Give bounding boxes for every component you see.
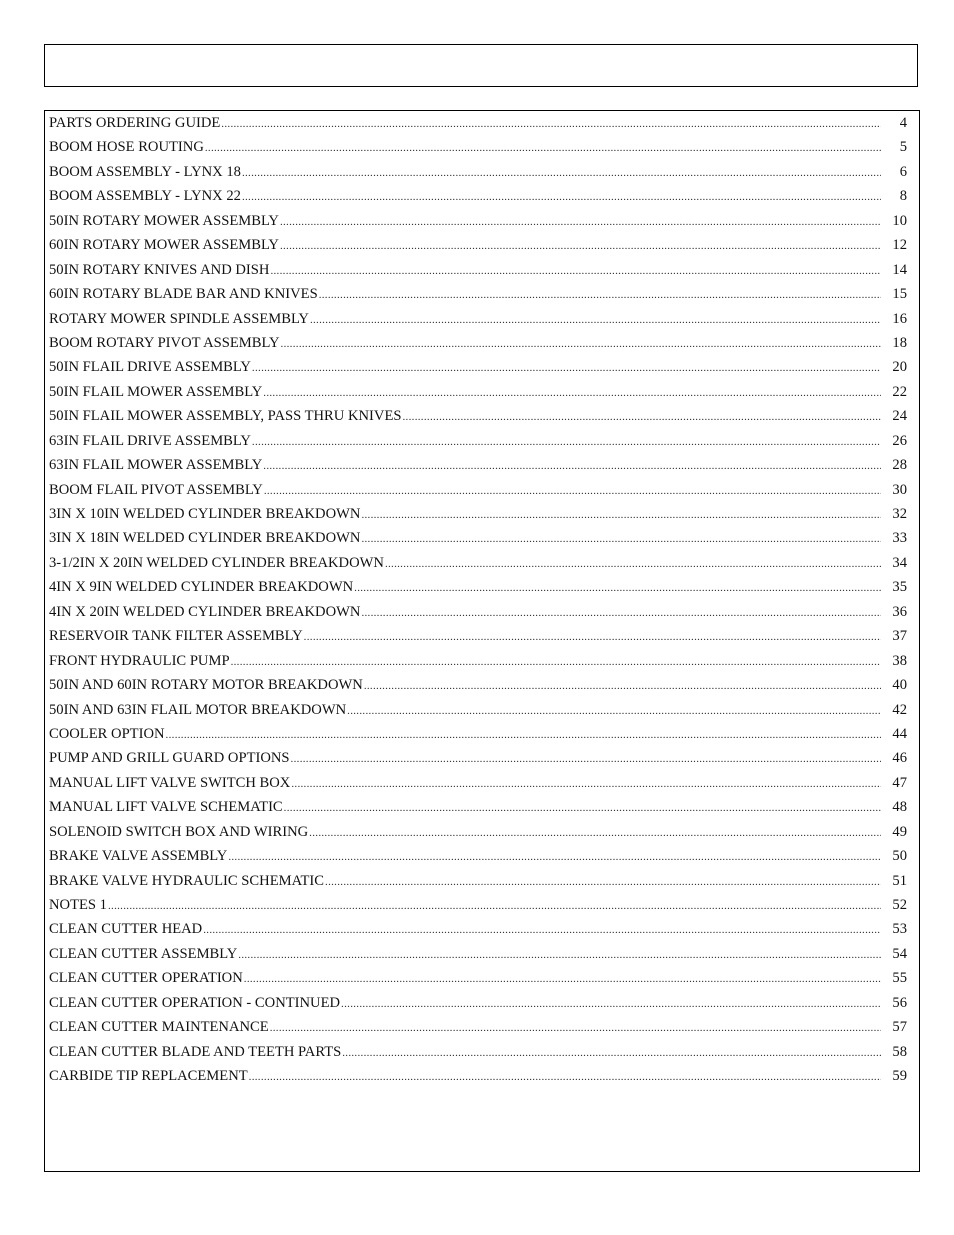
toc-entry[interactable] (49, 871, 907, 895)
toc-dot-leader (108, 896, 881, 916)
toc-entry-page[interactable]: 8 (899, 188, 907, 205)
toc-entry[interactable] (49, 211, 907, 235)
toc-entry-page[interactable]: 15 (892, 286, 907, 303)
toc-entry[interactable] (49, 284, 907, 308)
toc-entry-title[interactable]: PUMP AND GRILL GUARD OPTIONS (49, 750, 290, 767)
toc-dot-leader (221, 114, 881, 134)
toc-entry[interactable] (49, 577, 907, 601)
toc-dot-leader (304, 627, 881, 647)
toc-entry-title[interactable]: CLEAN CUTTER HEAD (49, 921, 203, 938)
toc-entry-title[interactable]: CLEAN CUTTER BLADE AND TEETH PARTS (49, 1043, 342, 1060)
toc-entry[interactable] (49, 919, 907, 943)
toc-entry-title[interactable]: BOOM ASSEMBLY - LYNX 22 (49, 188, 241, 205)
toc-entry-title[interactable]: FRONT HYDRAULIC PUMP (49, 652, 230, 669)
toc-entry-title[interactable]: SOLENOID SWITCH BOX AND WIRING (49, 823, 309, 840)
toc-entry-page[interactable]: 38 (892, 652, 907, 669)
toc-dot-leader (291, 774, 881, 794)
toc-entry-title[interactable]: 4IN X 9IN WELDED CYLINDER BREAKDOWN (49, 579, 354, 596)
toc-entry[interactable] (49, 480, 907, 504)
toc-dot-leader (385, 554, 881, 574)
toc-dot-leader (205, 138, 881, 158)
toc-entry[interactable] (49, 993, 907, 1017)
toc-dot-leader (341, 994, 881, 1014)
toc-entry-title[interactable]: CLEAN CUTTER OPERATION (49, 970, 243, 987)
toc-entry[interactable] (49, 186, 907, 210)
toc-entry[interactable] (49, 700, 907, 724)
toc-entry-page[interactable]: 57 (892, 1019, 907, 1036)
toc-entry-title[interactable]: CLEAN CUTTER ASSEMBLY (49, 945, 238, 962)
toc-entry[interactable] (49, 944, 907, 968)
toc-entry-page[interactable]: 30 (892, 481, 907, 498)
toc-dot-leader (270, 261, 881, 281)
toc-entry[interactable] (49, 1066, 907, 1090)
toc-entry[interactable] (49, 137, 907, 161)
toc-entry-page[interactable]: 40 (892, 677, 907, 694)
toc-dot-leader (263, 383, 881, 403)
toc-entry-title[interactable]: MANUAL LIFT VALVE SCHEMATIC (49, 799, 283, 816)
toc-dot-leader (231, 652, 881, 672)
toc-dot-leader (361, 529, 881, 549)
toc-dot-leader (361, 505, 881, 525)
toc-entry[interactable] (49, 260, 907, 284)
toc-entry-title[interactable]: BOOM ASSEMBLY - LYNX 18 (49, 163, 241, 180)
toc-entry-page[interactable]: 6 (899, 163, 907, 180)
toc-entry-page[interactable]: 54 (892, 945, 907, 962)
toc-dot-leader (264, 481, 881, 501)
toc-entry[interactable] (49, 773, 907, 797)
toc-dot-leader (364, 676, 881, 696)
toc-dot-leader (244, 969, 881, 989)
toc-entry[interactable] (49, 895, 907, 919)
toc-entry-page[interactable]: 44 (892, 725, 907, 742)
toc-dot-leader (347, 701, 881, 721)
toc-dot-leader (403, 407, 882, 427)
toc-entry[interactable] (49, 724, 907, 748)
toc-dot-leader (203, 920, 881, 940)
toc-dot-leader (270, 1018, 881, 1038)
toc-entry-title[interactable]: MANUAL LIFT VALVE SWITCH BOX (49, 774, 291, 791)
toc-entry-title[interactable]: 50IN ROTARY KNIVES AND DISH (49, 261, 270, 278)
table-of-contents (44, 110, 920, 1172)
toc-dot-leader (284, 798, 881, 818)
toc-dot-leader (319, 285, 881, 305)
toc-entry-page[interactable]: 4 (899, 115, 907, 131)
toc-entry-title[interactable]: NOTES 1 (49, 897, 107, 913)
toc-entry[interactable] (49, 382, 907, 406)
toc-entry-page[interactable]: 10 (892, 212, 907, 229)
toc-entry[interactable] (49, 651, 907, 675)
toc-entry-page[interactable]: 49 (892, 823, 907, 840)
toc-entry-title[interactable]: 63IN FLAIL MOWER ASSEMBLY (49, 457, 263, 474)
toc-entry-title[interactable]: BOOM HOSE ROUTING (49, 139, 204, 156)
toc-entry-page[interactable]: 51 (892, 872, 907, 889)
toc-dot-leader (281, 334, 881, 354)
toc-entry-title[interactable]: RESERVOIR TANK FILTER ASSEMBLY (49, 628, 303, 645)
toc-entry-page[interactable]: 55 (892, 970, 907, 987)
toc-entry-title[interactable]: BRAKE VALVE HYDRAULIC SCHEMATIC (49, 872, 325, 889)
toc-entry[interactable] (49, 455, 907, 479)
toc-dot-leader (238, 945, 881, 965)
toc-entry-title[interactable]: 50IN FLAIL DRIVE ASSEMBLY (49, 359, 251, 376)
toc-entry-title[interactable]: 50IN AND 60IN ROTARY MOTOR BREAKDOWN (49, 677, 363, 694)
toc-entry-page[interactable]: 26 (892, 432, 907, 449)
toc-entry-page[interactable]: 46 (892, 750, 907, 767)
toc-dot-leader (361, 603, 881, 623)
toc-entry[interactable] (49, 357, 907, 381)
toc-entry-page[interactable]: 33 (892, 530, 907, 547)
toc-entry-title[interactable]: CLEAN CUTTER OPERATION - CONTINUED (49, 994, 341, 1011)
toc-entry-title[interactable]: 50IN FLAIL MOWER ASSEMBLY, PASS THRU KNIVES (49, 408, 402, 425)
toc-entry-page[interactable]: 24 (892, 408, 907, 425)
toc-dot-leader (242, 187, 881, 207)
toc-dot-leader (228, 847, 881, 867)
toc-entry-page[interactable]: 48 (892, 799, 907, 816)
toc-entry-title[interactable]: 4IN X 20IN WELDED CYLINDER BREAKDOWN (49, 603, 361, 620)
toc-entry-title[interactable]: 60IN ROTARY BLADE BAR AND KNIVES (49, 286, 318, 303)
toc-dot-leader (263, 456, 881, 476)
toc-entry-page[interactable]: 32 (892, 506, 907, 522)
toc-dot-leader (166, 725, 881, 745)
toc-dot-leader (309, 823, 881, 843)
toc-entry-page[interactable]: 18 (892, 334, 907, 351)
toc-entry[interactable] (49, 748, 907, 772)
toc-entry-title[interactable]: ROTARY MOWER SPINDLE ASSEMBLY (49, 310, 309, 327)
toc-entry-title[interactable]: 60IN ROTARY MOWER ASSEMBLY (49, 237, 279, 254)
toc-dot-leader (242, 163, 881, 183)
toc-entry[interactable] (49, 504, 907, 528)
toc-entry-page[interactable]: 5 (899, 139, 907, 156)
toc-entry[interactable] (49, 846, 907, 870)
toc-entry-page[interactable]: 22 (892, 383, 907, 400)
toc-entry[interactable] (49, 113, 907, 137)
toc-entry-page[interactable]: 53 (892, 921, 907, 938)
toc-entry-title[interactable]: BRAKE VALVE ASSEMBLY (49, 848, 228, 865)
toc-entry-page[interactable]: 14 (892, 261, 907, 278)
toc-entry[interactable] (49, 1042, 907, 1066)
toc-entry[interactable] (49, 626, 907, 650)
toc-entry-title[interactable]: 50IN AND 63IN FLAIL MOTOR BREAKDOWN (49, 701, 347, 718)
toc-entry-title[interactable]: 3-1/2IN X 20IN WELDED CYLINDER BREAKDOWN (49, 554, 384, 571)
toc-list (49, 113, 907, 1091)
toc-entry-page[interactable]: 47 (892, 774, 907, 791)
toc-dot-leader (249, 1067, 881, 1087)
toc-dot-leader (252, 432, 881, 452)
toc-entry-page[interactable]: 28 (892, 457, 907, 474)
toc-entry[interactable] (49, 431, 907, 455)
toc-entry-page[interactable]: 36 (892, 603, 907, 620)
toc-entry[interactable] (49, 822, 907, 846)
toc-entry-title[interactable]: CARBIDE TIP REPLACEMENT (49, 1068, 248, 1085)
toc-entry-title[interactable]: 50IN ROTARY MOWER ASSEMBLY (49, 212, 279, 229)
toc-entry-page[interactable]: 37 (892, 628, 907, 645)
toc-entry-page[interactable]: 59 (892, 1068, 907, 1085)
toc-entry-title[interactable]: BOOM ROTARY PIVOT ASSEMBLY (49, 334, 280, 351)
toc-entry-page[interactable]: 35 (892, 579, 907, 596)
toc-entry-page[interactable]: 16 (892, 310, 907, 327)
toc-entry[interactable] (49, 528, 907, 552)
toc-entry[interactable] (49, 333, 907, 357)
toc-entry-title[interactable]: CLEAN CUTTER MAINTENANCE (49, 1019, 269, 1036)
toc-entry-page[interactable]: 20 (892, 359, 907, 376)
toc-entry[interactable] (49, 235, 907, 259)
toc-dot-leader (354, 578, 881, 598)
toc-entry[interactable] (49, 406, 907, 430)
toc-dot-leader (325, 872, 881, 892)
toc-entry-page[interactable]: 58 (892, 1043, 907, 1060)
toc-entry-title[interactable]: PARTS ORDERING GUIDE (49, 115, 221, 131)
toc-entry[interactable] (49, 309, 907, 333)
toc-dot-leader (310, 310, 881, 330)
toc-entry-page[interactable]: 34 (892, 554, 907, 571)
toc-entry[interactable] (49, 1017, 907, 1041)
toc-entry[interactable] (49, 675, 907, 699)
toc-entry-title[interactable]: 3IN X 18IN WELDED CYLINDER BREAKDOWN (49, 530, 361, 547)
toc-dot-leader (342, 1043, 881, 1063)
toc-entry[interactable] (49, 602, 907, 626)
toc-entry[interactable] (49, 162, 907, 186)
toc-entry-title[interactable]: COOLER OPTION (49, 725, 165, 742)
toc-dot-leader (280, 236, 881, 256)
toc-entry-page[interactable]: 56 (892, 994, 907, 1011)
toc-entry-page[interactable]: 50 (892, 848, 907, 865)
toc-entry[interactable] (49, 553, 907, 577)
toc-entry[interactable] (49, 968, 907, 992)
toc-entry-title[interactable]: 3IN X 10IN WELDED CYLINDER BREAKDOWN (49, 506, 361, 522)
toc-dot-leader (291, 749, 881, 769)
toc-entry-page[interactable]: 42 (892, 701, 907, 718)
toc-entry-page[interactable]: 52 (892, 897, 907, 913)
toc-entry-title[interactable]: BOOM FLAIL PIVOT ASSEMBLY (49, 481, 263, 498)
toc-dot-leader (280, 212, 881, 232)
toc-entry-title[interactable]: 63IN FLAIL DRIVE ASSEMBLY (49, 432, 251, 449)
toc-dot-leader (252, 358, 881, 378)
header-box (44, 44, 918, 87)
toc-entry[interactable] (49, 797, 907, 821)
toc-entry-page[interactable]: 12 (892, 237, 907, 254)
toc-entry-title[interactable]: 50IN FLAIL MOWER ASSEMBLY (49, 383, 263, 400)
